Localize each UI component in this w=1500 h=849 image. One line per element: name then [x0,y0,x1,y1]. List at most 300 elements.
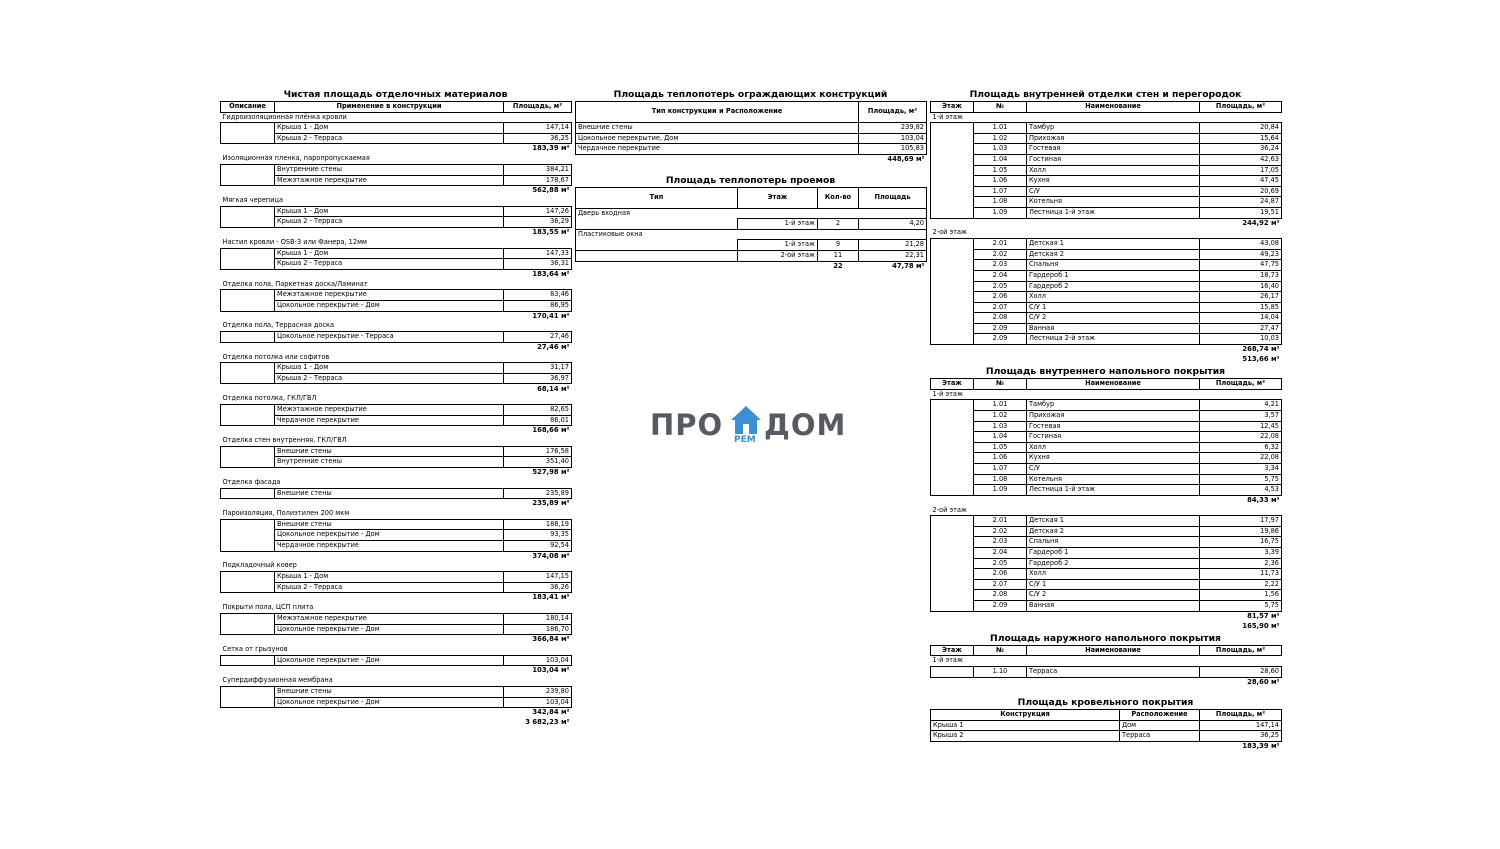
area-cell: 103,04 [504,655,572,666]
total-row [221,311,572,321]
area-cell: 6,32 [1200,442,1282,453]
walls-table [930,101,1282,365]
table-row [931,463,1282,474]
usage-cell: Межэтажное перекрытие [275,613,504,624]
empty-cell [275,311,504,321]
usage-cell: Внутренние стены [275,164,504,175]
room-number: 2.07 [974,302,1027,313]
column-header: Этаж [738,187,818,208]
column-header: Конструкция [931,710,1120,721]
column-header: Этаж [931,645,974,656]
empty-cell [221,666,275,676]
room-number: 2.06 [974,569,1027,580]
room-name: С/У 1 [1027,579,1200,590]
empty-cell [221,572,275,593]
group-name: Подкладочный ковер [222,561,297,570]
floor-total: 81,57 м² [1247,611,1280,620]
pro-dom-logo [650,404,850,448]
area-cell: 16,40 [1200,281,1282,292]
usage-cell: Крыша 1 - Дом [275,206,504,217]
construction-cell: Крыша 2 [931,731,1120,742]
floor-name: 1-й этаж [932,112,963,121]
usage-cell: Межэтажное перекрытие [275,175,504,186]
area-cell: 86,95 [504,300,572,311]
area-cell: 22,08 [1200,432,1282,443]
room-number: 2.04 [974,270,1027,281]
empty-cell [221,123,275,144]
total-row [931,611,1282,621]
usage-cell: Цокольное перекрытие - Дом [275,655,504,666]
room-name: Детская 1 [1027,516,1200,527]
room-number: 2.06 [974,292,1027,303]
area-cell: 147,26 [504,206,572,217]
group-name: Отделка потолка, ГКЛ/ГВЛ [222,394,317,403]
group-name: Пластиковые окна [576,229,927,240]
area-cell: 19,86 [1200,526,1282,537]
room-name: Котельня [1027,474,1200,485]
room-number: 2.08 [974,313,1027,324]
group-name: Отделка фасада [222,477,281,486]
area-cell: 20,69 [1200,186,1282,197]
empty-cell [931,516,974,611]
column-header: Тип [576,187,738,208]
column-header: Наименование [1027,102,1200,113]
empty-cell [931,123,974,218]
table-row [221,123,572,134]
usage-cell: Крыша 2 - Терраса [275,259,504,270]
table-row [931,590,1282,601]
room-number: 1.03 [974,144,1027,155]
total-row [931,495,1282,505]
room-number: 1.01 [974,400,1027,411]
usage-cell: Крыша 1 - Дом [275,248,504,259]
room-number: 1.08 [974,197,1027,208]
room-name: Гардероб 2 [1027,558,1200,569]
table-row [931,400,1282,411]
empty-cell [931,666,974,677]
empty-cell [576,250,738,261]
total-row [221,144,572,154]
area-cell: 36,24 [1200,144,1282,155]
table-row [931,516,1282,527]
floor-name: 2-ой этаж [932,228,967,237]
empty-cell [221,311,275,321]
floor-cell: 2-ой этаж [738,250,818,261]
empty-cell [221,468,275,478]
area-cell: 3,57 [1200,410,1282,421]
room-name: Холл [1027,569,1200,580]
empty-cell [931,677,1200,687]
column-header: Площадь, м² [1200,379,1282,390]
area-cell: 2,22 [1200,579,1282,590]
empty-cell [221,332,275,343]
empty-cell [221,405,275,426]
empty-cell [275,269,504,279]
area-cell: 105,83 [859,144,927,155]
usage-cell: Внешние стены [275,519,504,530]
group-total: 27,46 м² [537,342,570,351]
group-total: 183,55 м² [532,228,570,237]
area-cell: 14,04 [1200,313,1282,324]
room-name: Спальня [1027,260,1200,271]
column-header: Наименование [1027,379,1200,390]
room-name: Гостевая [1027,144,1200,155]
total-row [576,261,927,271]
room-name: Гардероб 1 [1027,270,1200,281]
room-name: Прихожая [1027,410,1200,421]
empty-cell [275,718,504,728]
area-cell: 17,97 [1200,516,1282,527]
group-name: Отделка стен внутренняя, ГКЛ/ГВЛ [222,436,347,445]
construction-cell: Цокольное перекрытие, Дом [576,133,859,144]
heatloss-title: Площадь теплопотерь ограждающих конструкций [613,89,888,100]
usage-cell: Межэтажное перекрытие [275,405,504,416]
floor-name: 2-ой этаж [932,505,967,514]
grand-total: 165,90 м² [1242,621,1280,630]
table-row [221,332,572,343]
room-name: Холл [1027,165,1200,176]
column-header: № [974,102,1027,113]
area-cell: 36,31 [504,259,572,270]
area-cell: 147,33 [504,248,572,259]
room-number: 2.07 [974,579,1027,590]
group-total: 168,66 м² [532,426,570,435]
column-header: Площадь [859,187,927,208]
group-row [221,394,572,404]
room-name: Тамбур [1027,400,1200,411]
area-cell: 42,63 [1200,154,1282,165]
group-name: Дверь входная [576,208,927,219]
group-total: 183,64 м² [532,269,570,278]
table-row [576,250,927,261]
empty-cell [221,488,275,499]
table-row [576,144,927,155]
total-row [221,384,572,394]
walls-title: Площадь внутренней отделки стен и перегородок [969,89,1242,100]
room-number: 1.06 [974,176,1027,187]
empty-cell [221,248,275,269]
area-cell: 147,15 [504,572,572,583]
room-number: 1.05 [974,165,1027,176]
table-row [931,260,1282,271]
empty-cell [275,426,504,436]
logo-sub: РЕМ [734,435,756,445]
table-header-row [931,710,1282,721]
empty-cell [221,363,275,384]
area-cell: 235,89 [504,488,572,499]
room-number: 2.01 [974,516,1027,527]
table-row [221,363,572,374]
table-row [931,281,1282,292]
area-cell: 180,14 [504,613,572,624]
usage-cell: Внутренние стены [275,457,504,468]
group-row [221,676,572,686]
group-row [221,478,572,488]
room-number: 1.10 [974,666,1027,677]
total-row [931,218,1282,228]
table-row [931,207,1282,218]
empty-cell [221,613,275,634]
area-cell: 15,85 [1200,302,1282,313]
empty-cell [576,240,738,251]
table-row [931,579,1282,590]
usage-cell: Цокольное перекрытие - Дом [275,300,504,311]
group-name: Мягкая черепица [222,196,284,205]
usage-cell: Крыша 2 - Терраса [275,217,504,228]
room-name: С/У 2 [1027,590,1200,601]
floor-row [931,656,1282,667]
empty-cell [221,384,275,394]
area-cell: 2,36 [1200,558,1282,569]
room-number: 2.04 [974,548,1027,559]
room-name: Гостиная [1027,432,1200,443]
floor-total: 84,33 м² [1247,495,1280,504]
table-row [931,249,1282,260]
total-row [221,635,572,645]
usage-cell: Крыша 1 - Дом [275,123,504,134]
grand-total-row [931,677,1282,687]
area-cell: 22,08 [1200,453,1282,464]
room-name: Ванная [1027,601,1200,612]
room-number: 2.05 [974,281,1027,292]
finishing-materials-section [220,88,571,728]
room-name: Гостиная [1027,154,1200,165]
group-row [221,321,572,331]
group-total: 342,84 м² [532,708,570,717]
table-row [221,446,572,457]
floor-row [931,389,1282,400]
table-row [931,144,1282,155]
table-row [931,432,1282,443]
empty-cell [221,519,275,551]
group-row [221,436,572,446]
empty-cell [275,593,504,603]
table-row [931,123,1282,134]
table-row [221,488,572,499]
openings-table [575,187,927,272]
floor-name: 1-й этаж [932,389,963,398]
total-row [221,269,572,279]
room-number: 2.03 [974,537,1027,548]
room-name: С/У 2 [1027,313,1200,324]
house-icon [729,404,763,438]
room-number: 1.03 [974,421,1027,432]
table-row [931,302,1282,313]
empty-cell [221,593,275,603]
area-cell: 36,26 [504,582,572,593]
group-total: 235,89 м² [532,499,570,508]
area-cell: 186,70 [504,624,572,635]
empty-cell [275,708,504,718]
empty-cell [576,261,738,271]
right-section [930,88,1281,752]
column-header: Расположение [1120,710,1200,721]
group-row [221,509,572,519]
table-header-row [931,379,1282,390]
table-row [221,519,572,530]
table-row [221,164,572,175]
group-total: 183,41 м² [532,593,570,602]
table-row [931,548,1282,559]
room-number: 2.02 [974,526,1027,537]
area-cell: 16,75 [1200,537,1282,548]
area-cell: 4,21 [1200,400,1282,411]
room-number: 2.09 [974,323,1027,334]
room-number: 1.09 [974,207,1027,218]
empty-cell [275,186,504,196]
empty-cell [221,446,275,467]
empty-cell [221,499,275,509]
logo-word-pro: ПРО [650,408,724,442]
usage-cell: Внешние стены [275,686,504,697]
floor-outer-title: Площадь наружного напольного покрытия [990,632,1221,644]
table-row [931,176,1282,187]
room-number: 1.02 [974,410,1027,421]
room-name: Терраса [1027,666,1200,677]
group-name: Гидроизоляционная плёнка кровли [222,112,347,121]
construction-cell: Чердачное перекрытие [576,144,859,155]
total-row [576,154,927,164]
room-name: Гостевая [1027,421,1200,432]
total-row [221,551,572,561]
empty-cell [221,718,275,728]
area-cell: 147,14 [504,123,572,134]
empty-cell [221,708,275,718]
room-name: С/У [1027,463,1200,474]
total-row [221,708,572,718]
area-cell: 384,21 [504,164,572,175]
room-number: 1.01 [974,123,1027,134]
room-number: 1.08 [974,474,1027,485]
group-total: 527,98 м² [532,468,570,477]
table-row [931,569,1282,580]
usage-cell: Крыша 2 - Терраса [275,582,504,593]
column-header: Площадь, м² [1200,102,1282,113]
area-cell: 18,73 [1200,270,1282,281]
area-cell: 36,25 [1200,731,1282,742]
total-row [221,593,572,603]
area-cell: 49,23 [1200,249,1282,260]
empty-cell [221,144,275,154]
column-header: Тип конструкции и Расположение [576,102,859,123]
table-row [221,613,572,624]
floor-cell: 1-й этаж [738,240,818,251]
empty-cell [221,655,275,666]
table-row [931,133,1282,144]
empty-cell [275,499,504,509]
grand-total-row [931,355,1282,365]
group-name: Отделка потолка или софитов [222,352,330,361]
room-name: Холл [1027,292,1200,303]
empty-cell [576,154,859,164]
floor-row [931,505,1282,515]
room-name: Кухня [1027,453,1200,464]
table-row [931,442,1282,453]
table-row [931,292,1282,303]
floor-inner-title: Площадь внутреннего напольного покрытия [985,366,1226,378]
finishing-materials-table [220,101,572,728]
table-row [221,290,572,301]
table-row [931,526,1282,537]
area-cell: 351,40 [504,457,572,468]
area-cell: 93,35 [504,530,572,541]
total-row [221,426,572,436]
area-cell: 36,97 [504,373,572,384]
room-number: 1.07 [974,186,1027,197]
empty-cell [576,219,738,230]
group-name: Отделка пола, Террасная доска [222,321,335,330]
room-name: Холл [1027,442,1200,453]
empty-cell [275,666,504,676]
table-header-row [931,102,1282,113]
usage-cell: Межэтажное перекрытие [275,290,504,301]
area-cell: 28,60 [1200,666,1282,677]
area-cell: 103,04 [859,133,927,144]
group-name: Настил кровли - OSB-3 или Фанера, 12мм [222,237,368,246]
area-cell: 36,29 [504,217,572,228]
table-row [931,165,1282,176]
area-cell: 4,53 [1200,485,1282,496]
column-header: Площадь, м² [1200,710,1282,721]
table-row [931,601,1282,612]
room-name: Ванная [1027,323,1200,334]
group-row [221,196,572,206]
table-row [931,186,1282,197]
area-cell: 82,65 [504,405,572,416]
group-row [576,208,927,219]
column-header: Применение в конструкции [275,102,504,113]
floor-cell: 1-й этаж [738,219,818,230]
table-row [576,240,927,251]
group-name: Изоляционная пленка, паропропускаемая [222,154,370,163]
area-cell: 26,17 [1200,292,1282,303]
table-row [576,219,927,230]
room-name: Лестница 1-й этаж [1027,485,1200,496]
column-header: № [974,379,1027,390]
group-name: Покрыти пола, ЦСП плита [222,603,314,612]
table-header-row [931,645,1282,656]
group-name: Супердиффузионная мембрана [222,676,333,685]
empty-cell [931,239,974,345]
empty-cell [221,206,275,227]
usage-cell: Крыша 2 - Терраса [275,373,504,384]
group-row [221,603,572,613]
group-row [221,561,572,571]
grand-total: 28,60 м² [1247,677,1280,686]
table-row [931,197,1282,208]
group-name: Сетка от грызунов [222,645,288,654]
table-row [931,270,1282,281]
empty-cell [221,186,275,196]
empty-cell [221,686,275,707]
room-number: 1.07 [974,463,1027,474]
column-header: № [974,645,1027,656]
floor-inner-table [930,378,1282,632]
floor-row [931,112,1282,123]
table-row [576,123,927,134]
empty-cell [275,342,504,352]
empty-cell [221,635,275,645]
usage-cell: Крыша 1 - Дом [275,572,504,583]
usage-cell: Цокольное перекрытие - Дом [275,624,504,635]
table-row [931,558,1282,569]
empty-cell [931,742,1200,752]
room-name: Спальня [1027,537,1200,548]
total-row [221,342,572,352]
room-name: Детская 2 [1027,526,1200,537]
heatloss-total: 448,69 м² [887,154,925,163]
grand-total-row [221,718,572,728]
